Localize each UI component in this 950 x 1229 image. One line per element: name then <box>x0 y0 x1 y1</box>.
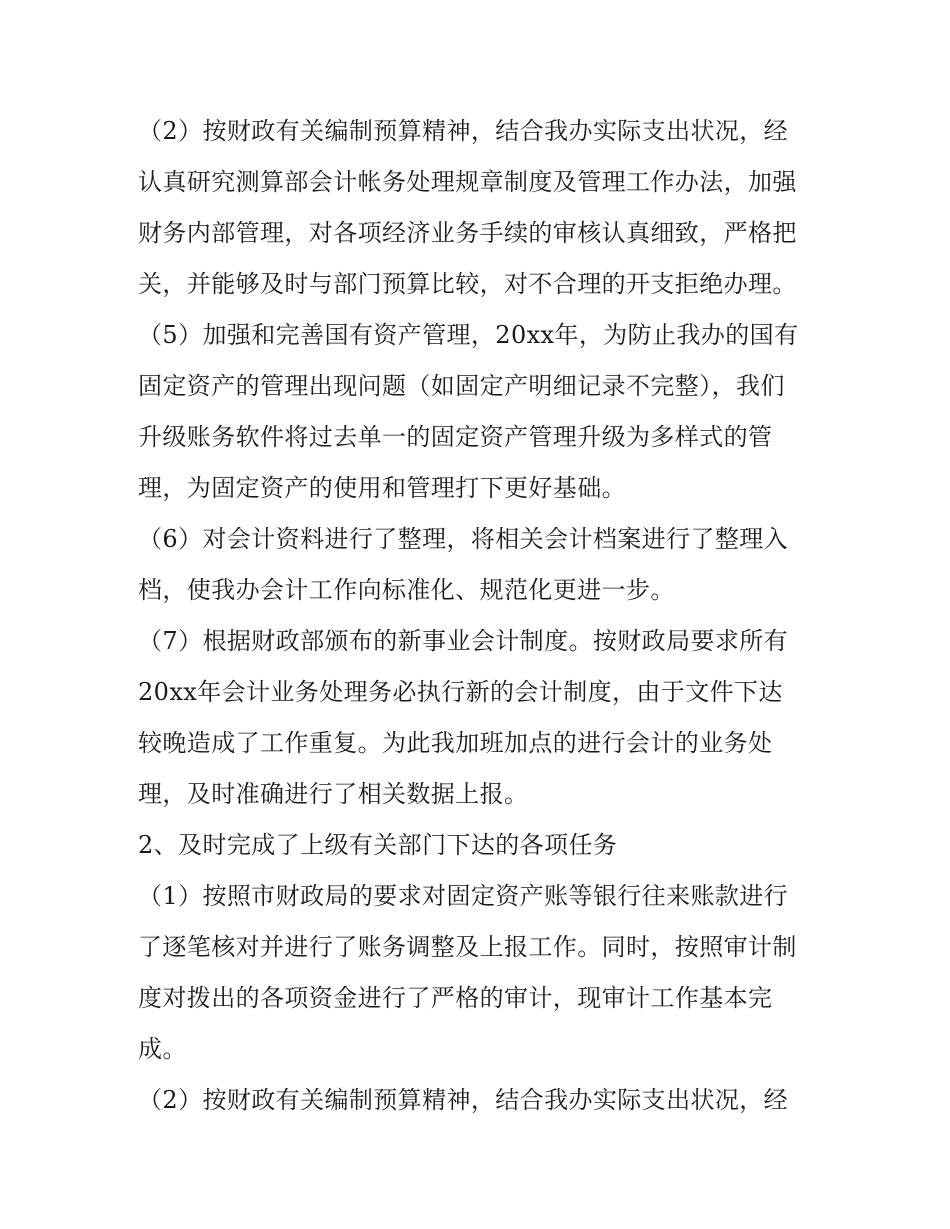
text-line: 理，为固定资产的使用和管理打下更好基础。 <box>138 474 626 502</box>
text-line: （1）按照市财政局的要求对固定资产账等银行往来账款进行 <box>138 882 789 910</box>
text-line: 关，并能够及时与部门预算比较，对不合理的开支拒绝办理。 <box>138 270 797 298</box>
text-line: 了逐笔核对并进行了账务调整及上报工作。同时，按照审计制 <box>138 933 797 961</box>
text-line: （2）按财政有关编制预算精神，结合我办实际支出状况，经 <box>138 117 789 145</box>
text-line: （7）根据财政部颁布的新事业会计制度。按财政局要求所有 <box>138 627 789 655</box>
text-line: （2）按财政有关编制预算精神，结合我办实际支出状况，经 <box>138 1086 789 1114</box>
text-line: 固定资产的管理出现问题（如固定产明细记录不完整），我们 <box>138 372 785 400</box>
text-line: 度对拨出的各项资金进行了严格的审计，现审计工作基本完 <box>138 984 773 1012</box>
text-line: 财务内部管理，对各项经济业务手续的审核认真细致，严格把 <box>138 219 797 247</box>
text-line: 理，及时准确进行了相关数据上报。 <box>138 780 529 808</box>
text-line: （5）加强和完善国有资产管理，20xx年，为防止我办的国有 <box>138 321 799 349</box>
text-line: 升级账务软件将过去单一的固定资产管理升级为多样式的管 <box>138 423 773 451</box>
text-line: （6）对会计资料进行了整理，将相关会计档案进行了整理入 <box>138 525 789 553</box>
text-line: 档，使我办会计工作向标准化、规范化更进一步。 <box>138 576 675 604</box>
text-line: 较晚造成了工作重复。为此我加班加点的进行会计的业务处 <box>138 729 773 757</box>
text-line: 成。 <box>138 1035 187 1063</box>
text-line: 认真研究测算部会计帐务处理规章制度及管理工作办法，加强 <box>138 168 797 196</box>
section-heading: 2、及时完成了上级有关部门下达的各项任务 <box>138 831 618 859</box>
text-line: 20xx年会计业务处理务必执行新的会计制度，由于文件下达 <box>138 678 783 706</box>
document-body <box>138 106 828 1126</box>
